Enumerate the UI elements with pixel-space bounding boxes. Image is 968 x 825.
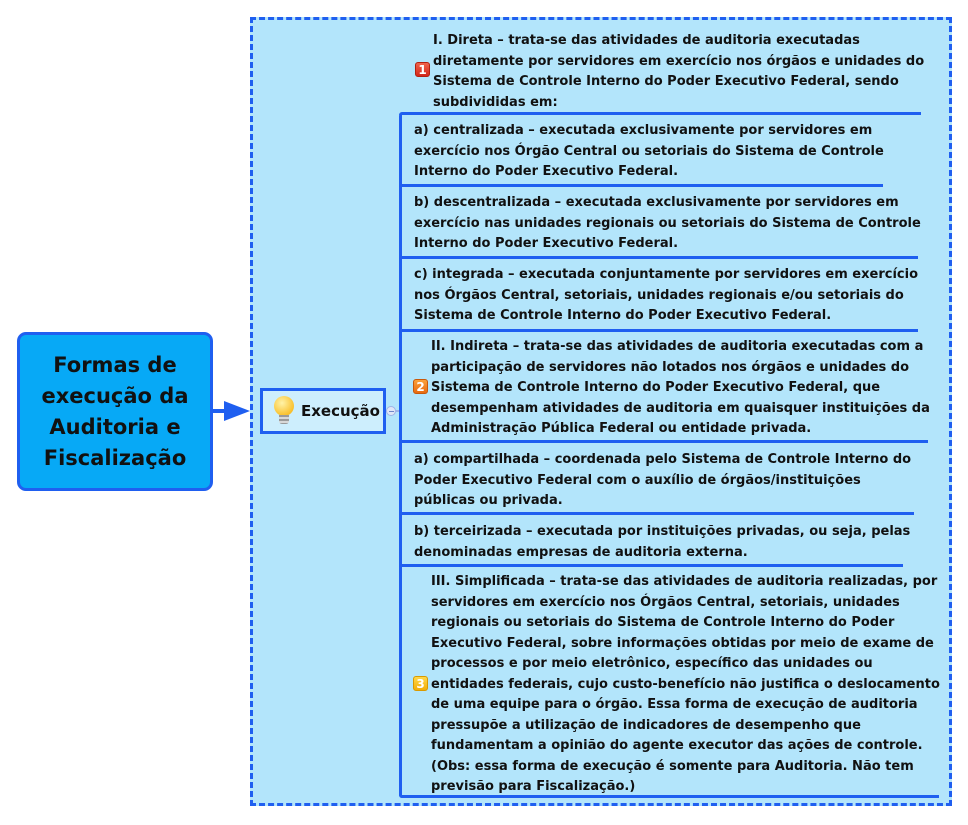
branch-topic-label: Execução <box>301 402 380 420</box>
text-line: III. Simplificada – trata-se das atividades de auditoria realizadas, por <box>431 574 938 589</box>
root-topic-title: Formas de execução da Auditoria e Fiscalização <box>41 352 189 470</box>
text-line: denominadas empresas de auditoria externa. <box>414 544 748 560</box>
subtopic-integrada[interactable] <box>414 265 918 327</box>
text-line: b) descentralizada – executada exclusivamente por servidores em <box>414 195 899 210</box>
text-line: a) centralizada – executada exclusivamente por servidores em <box>414 123 873 138</box>
subtopic-descentralizada[interactable] <box>414 193 921 255</box>
priority-3-icon: 3 <box>413 676 428 691</box>
collapse-toggle-icon[interactable] <box>386 406 396 416</box>
text-line: entidades federais, cujo custo-benefício não justifica o deslocamento <box>431 676 940 692</box>
text-line: desempenham atividades de auditoria em quaisquer instituições da <box>431 400 930 416</box>
subtopic-direta[interactable] <box>433 31 924 113</box>
branch-topic-execucao[interactable] <box>260 388 386 434</box>
text-line: II. Indireta – trata-se das atividades de auditoria executadas com a <box>431 339 924 354</box>
text-line: exercício nas unidades regionais ou setoriais do Sistema de Controle <box>414 215 921 231</box>
text-line: públicas ou privada. <box>414 493 563 508</box>
text-line: b) terceirizada – executada por instituições privadas, ou seja, pelas <box>414 524 911 539</box>
arrow-right-icon <box>224 401 250 421</box>
text-line: diretamente por servidores em exercício nos órgãos e unidades do <box>433 53 925 69</box>
text-line: (Obs: essa forma de execução é somente para Auditoria. Não tem <box>431 758 914 774</box>
priority-1-icon: 1 <box>415 62 430 77</box>
text-line: processos e por meio eletrônico, específico das unidades ou <box>431 656 873 671</box>
subtopic-separator <box>399 564 903 567</box>
text-line: a) compartilhada – coordenada pelo Sistema de Controle Interno do <box>414 452 912 467</box>
text-line: nos Órgãos Central, setoriais, unidades regionais e/ou setoriais do <box>414 287 904 303</box>
subtopic-separator <box>399 256 918 259</box>
subtopic-simplificada[interactable] <box>431 572 940 798</box>
text-line: exercício nos Órgão Central ou setoriais do Sistema de Controle <box>414 143 884 159</box>
text-line: servidores em exercício nos Órgãos Central, setoriais, unidades <box>431 594 900 610</box>
text-line: subdivididas em: <box>433 94 558 110</box>
text-line: pressupõe a utilização de indicadores de desempenho que <box>431 717 861 733</box>
subtopic-compartilhada[interactable] <box>414 450 911 512</box>
text-line: regionais ou setoriais do Sistema de Controle Interno do Poder <box>431 615 895 630</box>
subtopic-separator <box>399 512 914 515</box>
subtopic-centralizada[interactable] <box>414 121 884 183</box>
text-line: Executivo Federal, sobre informações obtidas por meio de exame de <box>431 635 934 651</box>
subtopic-separator <box>399 440 928 443</box>
text-line: Interno do Poder Executivo Federal. <box>414 164 679 179</box>
lightbulb-icon <box>273 396 295 426</box>
text-line: Interno do Poder Executivo Federal. <box>414 236 679 251</box>
text-line: de uma equipe para o órgão. Essa forma de execução de auditoria <box>431 697 918 712</box>
subtopic-indireta[interactable] <box>431 337 930 440</box>
text-line: c) integrada – executada conjuntamente por servidores em exercício <box>414 267 918 282</box>
text-line: Sistema de Controle Interno do Poder Executivo Federal, que <box>431 380 881 395</box>
subtopic-separator <box>399 329 918 332</box>
priority-2-icon: 2 <box>413 379 428 394</box>
text-line: Poder Executivo Federal com o auxílio de órgãos/instituições <box>414 472 861 488</box>
text-line: participação de servidores não lotados nos órgãos e unidades do <box>431 359 910 375</box>
subtopic-terceirizada[interactable] <box>414 522 910 563</box>
text-line: Sistema de Controle Interno do Poder Executivo Federal. <box>414 308 832 323</box>
text-line: previsão para Fiscalização.) <box>431 779 636 794</box>
text-line: Sistema de Controle Interno do Poder Executivo Federal, sendo <box>433 74 899 89</box>
root-topic[interactable] <box>17 332 213 491</box>
text-line: Administração Pública Federal ou entidade privada. <box>431 421 812 436</box>
subtopic-separator <box>399 184 883 187</box>
text-line: fundamentam a opinião do agente executor das ações de controle. <box>431 738 923 753</box>
subtopic-spine-line <box>399 113 402 798</box>
text-line: I. Direta – trata-se das atividades de auditoria executadas <box>433 33 860 48</box>
